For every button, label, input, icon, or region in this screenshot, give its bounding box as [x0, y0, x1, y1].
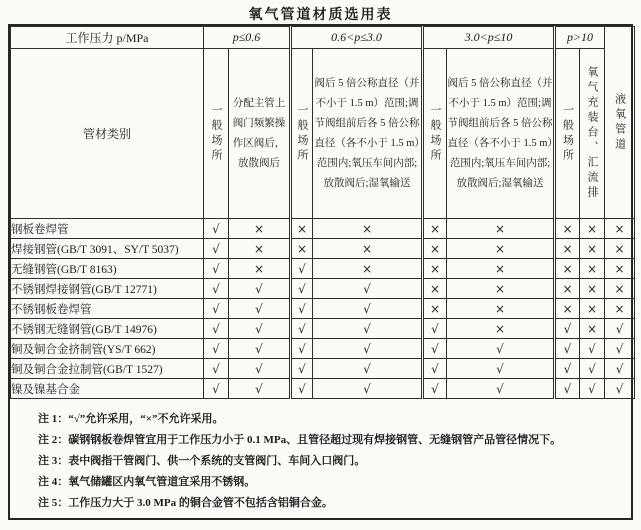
mark-cell: √ [605, 339, 635, 359]
material-name: 钢板卷焊管 [11, 219, 204, 239]
subheader-valve-zone-3: 阀后 5 倍公称直径（并不小于 1.5 m）范围;调节阀组前后各 5 倍公称直径（各不小于 1.5 m）范围内;氧压车间内部;放散阀后;湿氧输送 [447, 49, 555, 219]
material-name: 铜及铜合金挤制管(YS/T 662) [11, 339, 204, 359]
pressure-group-2: 0.6<p≤3.0 [291, 27, 423, 49]
mark-cell: √ [204, 299, 229, 319]
mark-cell: √ [229, 379, 291, 399]
mark-cell: × [580, 319, 605, 339]
mark-cell: × [555, 239, 580, 259]
mark-cell: × [605, 239, 635, 259]
note-3: 注 3：表中阀指干管阀门、供一个系统的支管阀门、车间入口阀门。 [38, 455, 366, 467]
mark-cell: √ [204, 279, 229, 299]
note-5: 注 5：工作压力大于 3.0 MPa 的铜合金管不包括含铝铜合金。 [38, 497, 333, 509]
mark-cell: × [605, 219, 635, 239]
mark-cell: √ [229, 339, 291, 359]
mark-cell: √ [313, 319, 423, 339]
table-frame [8, 24, 633, 520]
note-1: 注 1：“√”允许采用，“×”不允许采用。 [38, 413, 224, 425]
page-title: 氧气管道材质选用表 [248, 8, 393, 23]
mark-cell: √ [204, 339, 229, 359]
mark-cell: × [580, 239, 605, 259]
note-4: 注 4：氧气储罐区内氧气管道宜采用不锈钢。 [38, 476, 256, 488]
mark-cell: × [447, 239, 555, 259]
subheader-general-2: 一般场所 [291, 49, 313, 219]
subheader-general-4: 一般场所 [555, 49, 580, 219]
mark-cell: × [423, 299, 447, 319]
mark-cell: √ [580, 379, 605, 399]
mark-cell: √ [313, 279, 423, 299]
mark-cell: × [580, 259, 605, 279]
mark-cell: × [313, 239, 423, 259]
table-row [11, 219, 635, 239]
mark-cell: √ [447, 379, 555, 399]
mark-cell: √ [204, 219, 229, 239]
mark-cell: √ [423, 379, 447, 399]
mark-cell: √ [313, 299, 423, 319]
mark-cell: √ [313, 359, 423, 379]
material-name: 不锈钢焊接钢管(GB/T 12771) [11, 279, 204, 299]
mark-cell: √ [229, 299, 291, 319]
mark-cell: √ [313, 379, 423, 399]
mark-cell: √ [555, 359, 580, 379]
mark-cell: √ [423, 339, 447, 359]
mark-cell: √ [204, 379, 229, 399]
mark-cell: × [313, 219, 423, 239]
mark-cell: √ [229, 319, 291, 339]
mark-cell: √ [229, 359, 291, 379]
table-row [11, 319, 635, 339]
mark-cell: × [291, 219, 313, 239]
material-name: 镍及镍基合金 [11, 379, 204, 399]
mark-cell: √ [291, 259, 313, 279]
mark-cell: × [423, 259, 447, 279]
mark-cell: √ [555, 339, 580, 359]
mark-cell: √ [291, 379, 313, 399]
mark-cell: × [423, 279, 447, 299]
material-name: 无缝钢管(GB/T 8163) [11, 259, 204, 279]
mark-cell: × [291, 239, 313, 259]
mark-cell: × [555, 279, 580, 299]
mark-cell: √ [605, 379, 635, 399]
corner-header-material: 管材类别 [11, 49, 204, 219]
material-name: 不锈钢无缝钢管(GB/T 14976) [11, 319, 204, 339]
corner-header-pressure: 工作压力 p/MPa [11, 27, 204, 49]
mark-cell: × [605, 259, 635, 279]
mark-cell: √ [291, 359, 313, 379]
mark-cell: √ [423, 319, 447, 339]
mark-cell: √ [229, 279, 291, 299]
liquid-oxygen-label: 液氧管道 [613, 92, 626, 153]
mark-cell: √ [291, 299, 313, 319]
mark-cell: √ [605, 359, 635, 379]
mark-cell: × [423, 219, 447, 239]
mark-cell: × [423, 239, 447, 259]
mark-cell: × [447, 279, 555, 299]
subheader-valve-zone-2: 阀后 5 倍公称直径（并不小于 1.5 m）范围;调节阀组前后各 5 倍公称直径（各不小于 1.5 m）范围内;氧压车间内部;放散阀后;湿氧输送 [313, 49, 423, 219]
mark-cell: √ [580, 339, 605, 359]
mark-cell: √ [291, 339, 313, 359]
mark-cell: × [555, 219, 580, 239]
subheader-valve-zone-1: 分配主管上阀门频繁操作区阀后，放散阀后 [229, 49, 291, 219]
material-selection-table [10, 26, 635, 399]
pressure-group-1: p≤0.6 [204, 27, 291, 49]
mark-cell: √ [291, 279, 313, 299]
subheader-filling-station: 氧气充装台、汇流排 [580, 49, 605, 219]
mark-cell: √ [204, 239, 229, 259]
mark-cell: √ [580, 359, 605, 379]
table-row [11, 259, 635, 279]
note-2: 注 2：碳钢钢板卷焊管宜用于工作压力小于 0.1 MPa、且管径超过现有焊接钢管、无缝钢管产品管径情况下。 [38, 434, 562, 446]
liquid-oxygen-column-header [605, 27, 635, 219]
mark-cell: √ [204, 319, 229, 339]
material-name: 不锈钢板卷焊管 [11, 299, 204, 319]
table-row [11, 299, 635, 319]
mark-cell: × [605, 299, 635, 319]
mark-cell: × [605, 279, 635, 299]
table-row [11, 359, 635, 379]
material-name: 焊接钢管(GB/T 3091、SY/T 5037) [11, 239, 204, 259]
mark-cell: √ [447, 359, 555, 379]
mark-cell: √ [291, 319, 313, 339]
mark-cell: × [229, 219, 291, 239]
mark-cell: √ [605, 319, 635, 339]
table-row [11, 339, 635, 359]
mark-cell: √ [204, 259, 229, 279]
mark-cell: × [229, 259, 291, 279]
pressure-group-4: p>10 [555, 27, 605, 49]
location-header-row [11, 49, 635, 219]
mark-cell: √ [447, 339, 555, 359]
pressure-header-row [11, 27, 635, 49]
mark-cell: × [580, 299, 605, 319]
mark-cell: × [229, 239, 291, 259]
mark-cell: × [313, 259, 423, 279]
table-row [11, 379, 635, 399]
mark-cell: × [447, 299, 555, 319]
mark-cell: √ [555, 319, 580, 339]
subheader-general-3: 一般场所 [423, 49, 447, 219]
mark-cell: √ [204, 359, 229, 379]
notes-section [10, 399, 631, 514]
mark-cell: × [555, 299, 580, 319]
mark-cell: × [447, 259, 555, 279]
mark-cell: √ [313, 339, 423, 359]
mark-cell: × [447, 319, 555, 339]
mark-cell: × [447, 219, 555, 239]
subheader-general-1: 一般场所 [204, 49, 229, 219]
table-row [11, 239, 635, 259]
materials-body [11, 219, 635, 399]
table-row [11, 279, 635, 299]
mark-cell: × [580, 279, 605, 299]
material-name: 铜及铜合金拉制管(GB/T 1527) [11, 359, 204, 379]
mark-cell: √ [555, 379, 580, 399]
pressure-group-3: 3.0<p≤10 [423, 27, 555, 49]
mark-cell: × [555, 259, 580, 279]
mark-cell: √ [423, 359, 447, 379]
mark-cell: × [580, 219, 605, 239]
